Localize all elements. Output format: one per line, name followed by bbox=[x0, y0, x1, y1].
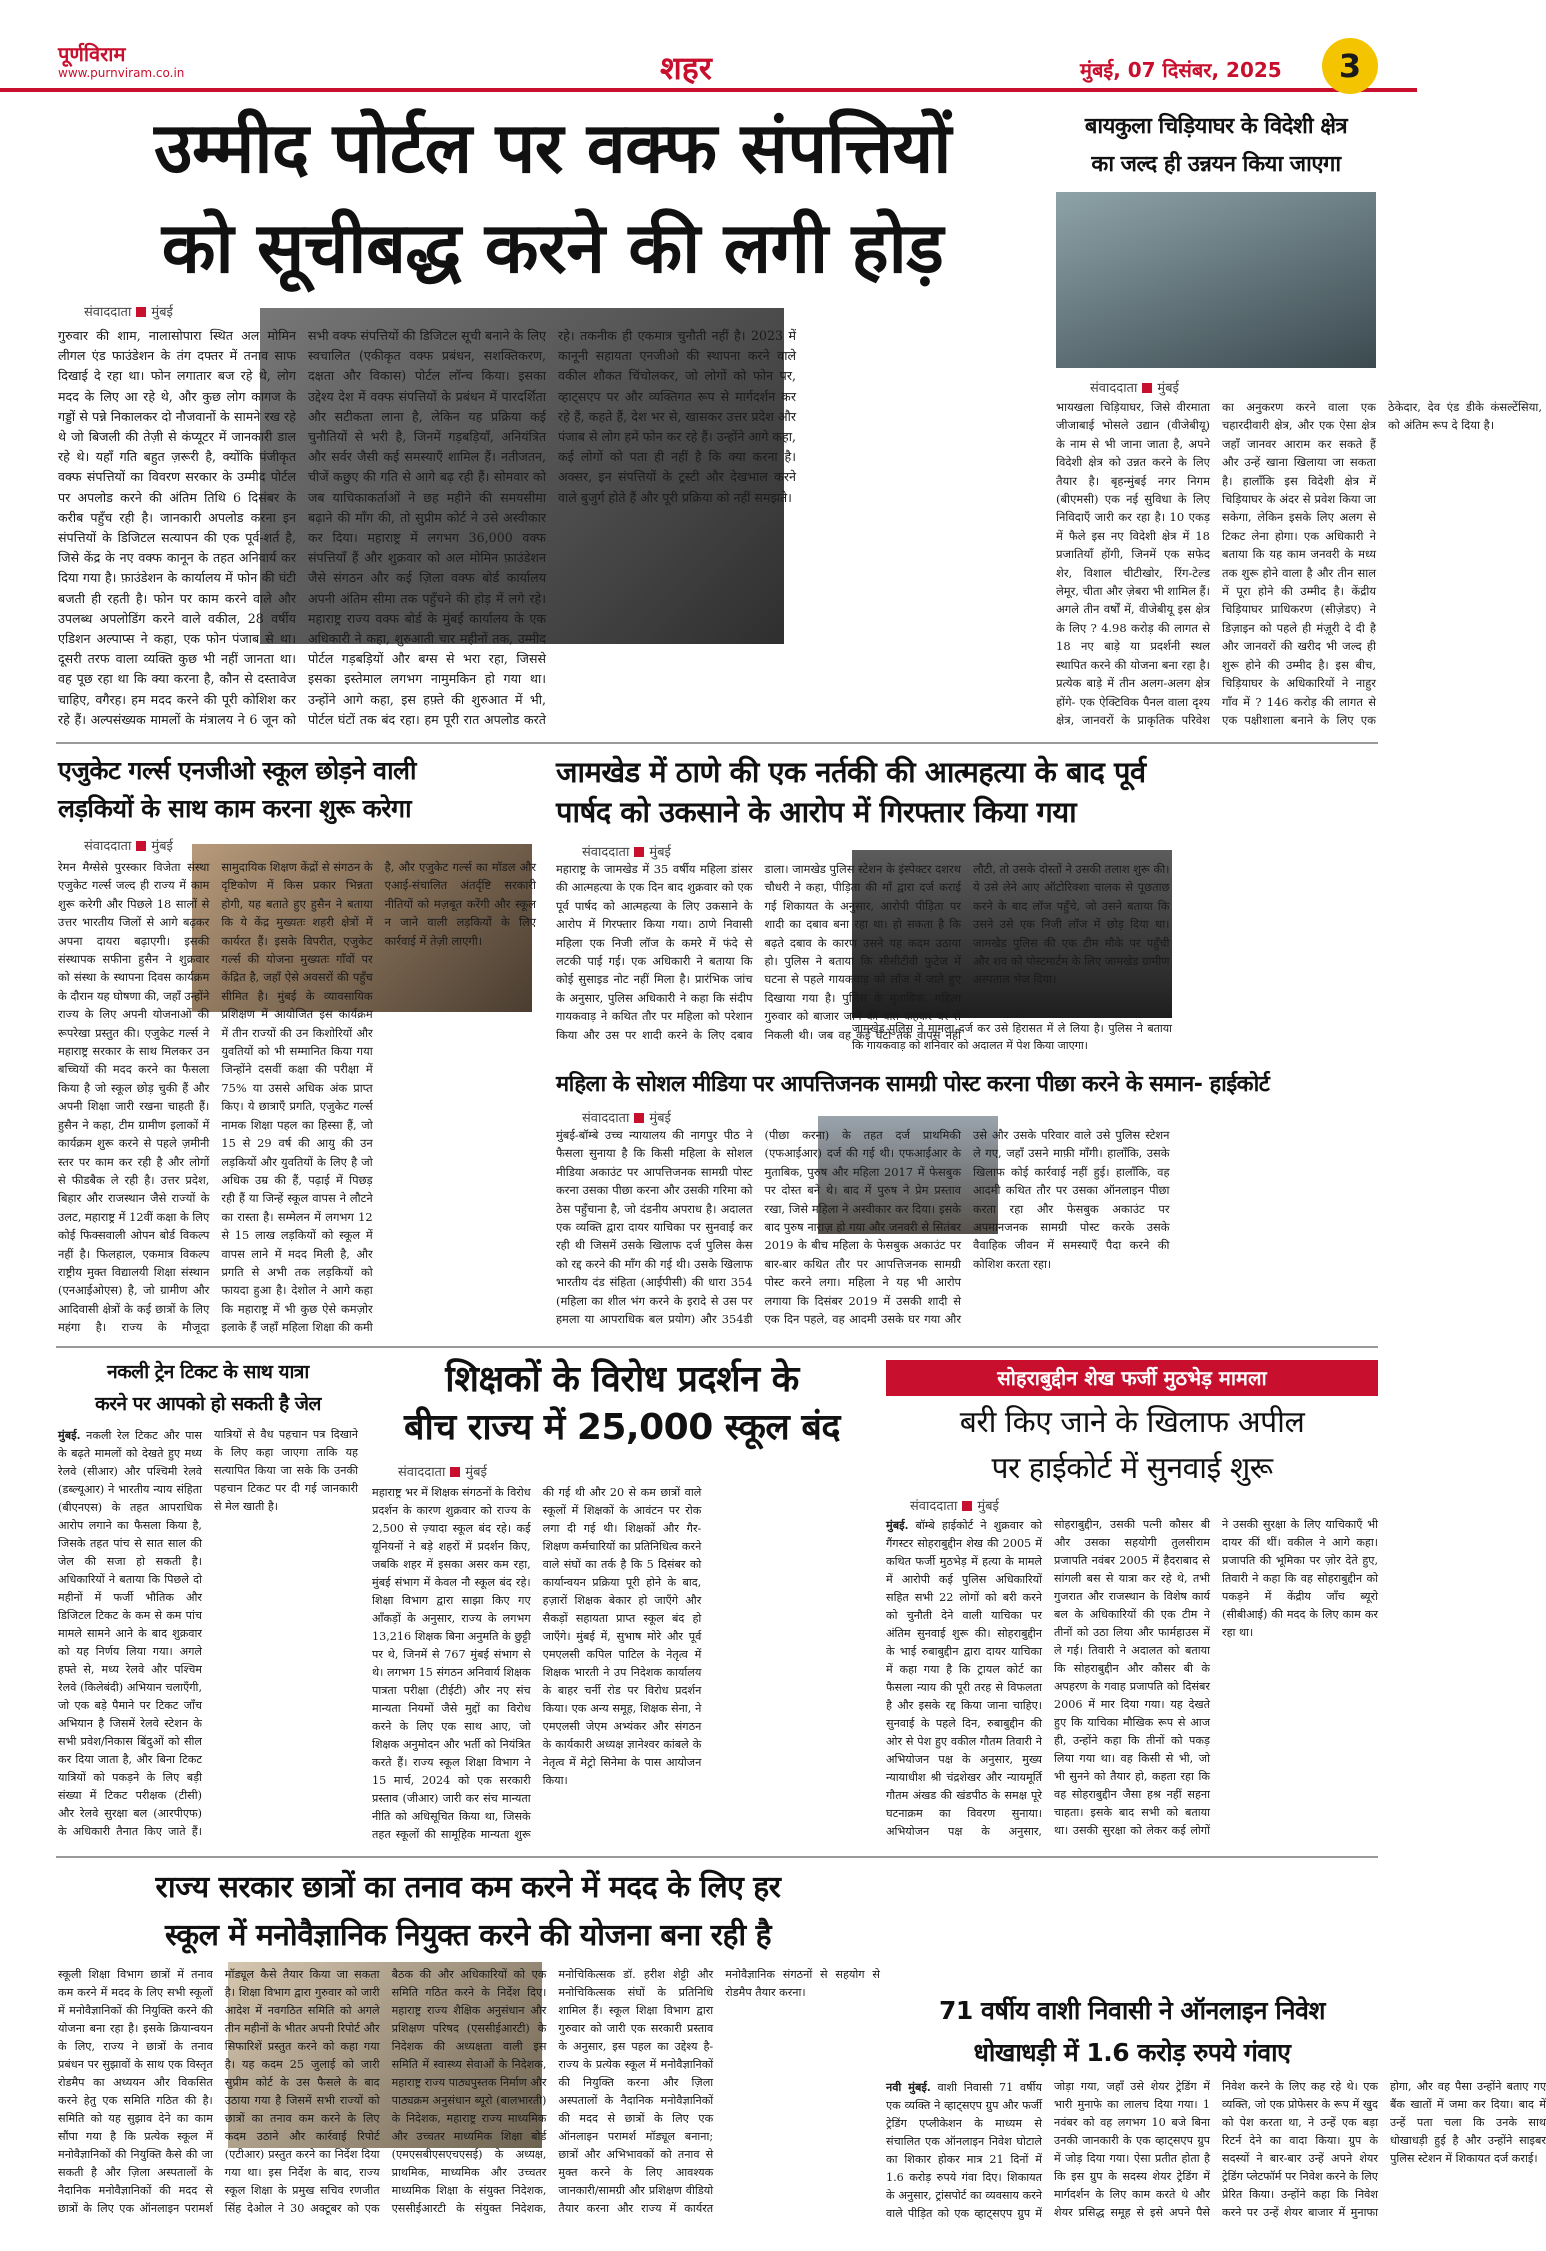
headline-jamkhed bbox=[556, 752, 1378, 832]
divider bbox=[56, 742, 1378, 744]
article-waqf-body: गुरुवार की शाम, नालासोपारा स्थित अल मोमिन लीगल एंड फाउंडेशन के तंग दफ्तर में तनाव साफ दिखाई दे रहा था। फोन लगातार बज रहे थे, लोग मदद के लिए आ रहे थे, और कुछ लोग कागज के गड्डों से पन्ने निकालकर दो नौजवानों के सामने रख रहे थे जो बिजली की तेज़ी से कंप्यूटर में जानकारी डाल रहे थे। यहाँ गति बहुत ज़रूरी है, क्योंकि पंजीकृत वक्फ संपत्तियों का विवरण सरकार के उम्मीद पोर्टल पर अपलोड करने की अंतिम तिथि 6 दिसंबर के करीब पहुँच रही है। जानकारी अपलोड करना इन संपत्तियों के डिजिटल सत्यापन की एक पूर्व-शर्त है, जिसे केंद्र के नए वक्फ कानून के तहत अनिवार्य कर दिया गया है। फ़ाउंडेशन के कार्यालय में फोन की घंटी बजती ही रहती है। फोन पर काम करने वाले और उपलब्ध अपलोडिंग करने वाले वकील, 28 वर्षीय एडिशन अल्पाप्स ने कहा, एक फोन पंजाब से था। दूसरी तरफ वाला व्यक्ति कुछ भी नहीं जानता था। वह पूछ रहा था कि क्या करना है, कौन से दस्तावेज चाहिए, वगैरह। हम मदद करने की पूरी कोशिश कर रहे हैं। अल्पसंख्यक मामलों के मंत्रालय ने 6 जून को सभी वक्फ संपत्तियों की डिजिटल सूची बनाने के लिए स्वचालित (एकीकृत वक्फ प्रबंधन, सशक्तिकरण, दक्षता और विकास) पोर्टल लॉन्च किया। इसका उद्देश्य देश में वक्फ संपत्तियों के प्रबंधन में पारदर्शिता और सटीकता लाना है, लेकिन यह प्रक्रिया कई चुनौतियों से भरी है, जिनमें गड़बड़ियाँ, अनियंत्रित और सर्वर जैसी कई समस्याएँ शामिल हैं। नतीजतन, चीजें कछुए की गति से आगे बढ़ रही हैं। सोमवार को जब याचिकाकर्ताओं ने छह महीने की समयसीमा बढ़ाने की माँग की, तो सुप्रीम कोर्ट ने उसे अस्वीकार कर दिया। महाराष्ट्र में लगभग 36,000 वक्फ संपत्तियाँ हैं और शुक्रवार को अल मोमिन फ़ाउंडेशन जैसे संगठन और कई ज़िला वक्फ बोर्ड कार्यालय अपनी अंतिम सीमा तक पहुँचने की होड़ में लगे रहे। महाराष्ट्र राज्य वक्फ बोर्ड के मुंबई कार्यालय के एक अधिकारी ने कहा, शुरुआती चार महीनों तक, उम्मीद पोर्टल गड़बड़ियों और बग्स से भरा रहा, जिससे इसका इस्तेमाल लगभग नामुमकिन हो गया था। उन्होंने आगे कहा, इस हफ़्ते की शुरुआत में भी, पोर्टल घंटों तक बंद रहा। हम पूरी रात अपलोड करते रहे। तकनीक ही एकमात्र चुनौती नहीं है। 2023 में कानूनी सहायता एनजीओ की स्थापना करने वाले वकील शौकत चिंचोलकर, जो लोगों को फोन पर, व्हाट्सएप पर और व्यक्तिगत रूप से मार्गदर्शन कर रहे हैं, कहते हैं, देश भर से, खासकर उत्तर प्रदेश और पंजाब से लोग हमें फोन कर रहे हैं। उन्होंने आगे कहा, कई लोगों को पता ही नहीं है कि क्या करना है। अक्सर, इन संपत्तियों के ट्रस्टी और देखभाल करने वाले बुजुर्ग होते हैं और पूरी प्रक्रिया को नहीं समझते। bbox=[58, 328, 796, 727]
headline-line: बीच राज्य में 25,000 स्कूल बंद bbox=[403, 1407, 841, 1448]
byline: संवाददाता मुंबई bbox=[84, 305, 173, 320]
headline-line: बरी किए जाने के खिलाफ अपील bbox=[959, 1405, 1305, 1440]
headline-fake-ticket bbox=[58, 1356, 358, 1420]
byline: संवाददाता मुंबई bbox=[1090, 381, 1179, 396]
article-text: बॉम्बे हाईकोर्ट ने शुक्रवार को गैंगस्टर सोहराबुद्दीन शेख की 2005 में कथित फर्जी मुठभेड़ में हत्या के मामले में आरोपी कई पुलिस अधिकारियों सहित सभी 22 लोगों को बरी करने को चुनौती देने वाली याचिका पर अंतिम सुनवाई शुरू की। सोहराबुद्दीन के भाई रुबाबुद्दीन द्वारा दायर याचिका में कहा गया है कि ट्रायल कोर्ट का फैसला न्याय की पूरी तरह से विफलता है और इसके रद्द किया जाना चाहिए। सुनवाई के पहले दिन, रुबाबुद्दीन की ओर से पेश हुए वकील गौतम तिवारी ने अभियोजन पक्ष के अनुसार, मुख्य न्यायाधीश श्री चंद्रशेखर और न्यायमूर्ति गौतम अंखड की खंडपीठ के समक्ष पूरे घटनाक्रम का विवरण सुनाया। अभियोजन पक्ष के अनुसार, सोहराबुद्दीन, उसकी पत्नी कौसर बी और उसका सहयोगी तुलसीराम प्रजापति नवंबर 2005 में हैदराबाद से सांगली बस से यात्रा कर रहे थे, तभी गुजरात और राजस्थान के विशेष कार्य बल के अधिकारियों की एक टीम ने तीनों को उठा लिया और फार्महाउस में ले गई। तिवारी ने अदालत को बताया कि सोहराबुद्दीन और कौसर बी के अपहरण के गवाह प्रजापति को दिसंबर 2006 में मार दिया गया। यह देखते हुए कि याचिका मौखिक रूप से आज ही, उन्होंने कहा कि तीनों को पकड़ लिया गया था। वह किसी से भी, जो भी सुनने को तैयार हो, कहता रहा कि वह सोहराबुद्दीन जैसा हश्र नहीं सहना चाहता। इसके बाद सभी को बताया था। उसकी सुरक्षा को लेकर कई लोगों ने उसकी सुरक्षा के लिए याचिकाएँ भी दायर कीं थीं। वकील ने आगे कहा। प्रजापति की भूमिका पर ज़ोर देते हुए, तिवारी ने कहा कि वह सोहराबुद्दीन को पकड़ने में केंद्रीय जाँच ब्यूरो (सीबीआई) की मदद के लिए काम कर रहा था। bbox=[886, 1518, 1378, 1838]
article-vashi-fraud-body bbox=[886, 2078, 1546, 2234]
headline-psychologists bbox=[58, 1864, 878, 1960]
divider bbox=[56, 1346, 1378, 1348]
article-sohrabuddin-body bbox=[886, 1516, 1378, 1846]
headline-line: एजुकेट गर्ल्स एनजीओ स्कूल छोड़ने वाली bbox=[58, 756, 416, 785]
byline: संवाददाता मुंबई bbox=[84, 839, 173, 854]
photo-zoo-penguins bbox=[1056, 192, 1376, 368]
headline-line: उम्मीद पोर्टल पर वक्फ संपत्तियों bbox=[154, 107, 951, 189]
issue-date: मुंबई, 07 दिसंबर, 2025 bbox=[1080, 58, 1282, 82]
headline-line: करने पर आपको हो सकती है जेल bbox=[95, 1393, 321, 1415]
article-fake-ticket-body bbox=[58, 1426, 358, 1846]
topic-band-sohrabuddin: सोहराबुद्दीन शेख फर्जी मुठभेड़ मामला bbox=[886, 1360, 1378, 1396]
page-number-badge: 3 bbox=[1322, 38, 1378, 94]
headline-line: जामखेड में ठाणे की एक नर्तकी की आत्महत्या के बाद पूर्व bbox=[556, 755, 1146, 789]
dateline: मुंबई. bbox=[886, 1518, 909, 1532]
headline-line: नकली ट्रेन टिकट के साथ यात्रा bbox=[107, 1361, 309, 1383]
article-zoo-body: भायखला चिड़ियाघर, जिसे वीरमाता जीजाबाई भोसले उद्यान (वीजेबीयू) के नाम से भी जाना जाता है, अपने विदेशी क्षेत्र को उन्नत करने के लिए तैयार है। बृहन्मुंबई नगर निगम (बीएमसी) एक नई सुविधा के लिए निविदाएँ जारी कर रहा है। 10 एकड़ में फैले इस नए विदेशी क्षेत्र में 18 प्रजातियाँ होंगी, जिनमें एक सफेद शेर, विशाल चीटीखोर, रिंग-टेल्ड लेमूर, चीता और ज़ेबरा भी शामिल हैं। अगले तीन वर्षों में, वीजेबीयू इस क्षेत्र के लिए ? 4.98 करोड़ की लागत से 18 नए बाड़े या प्रदर्शनी स्थल स्थापित करने की योजना बना रहा है। प्रत्येक बाड़े में तीन अलग-अलग क्षेत्र होंगे- एक ऐक्टिविक पैनल वाला दृश्य क्षेत्र, जानवरों के प्राकृतिक परिवेश का अनुकरण करने वाला एक चहारदीवारी क्षेत्र, और एक ऐसा क्षेत्र जहाँ जानवर आराम कर सकते हैं और उन्हें खाना खिलाया जा सकता है। हालाँकि इस विदेशी क्षेत्र में चिड़ियाघर के अंदर से प्रवेश किया जा सकेगा, लेकिन इसके लिए अलग से टिकट लेना होगा। एक अधिकारी ने बताया कि यह काम जनवरी के मध्य तक शुरू होने वाला है और तीन साल में पूरा होने की उम्मीद है। केंद्रीय चिड़ियाघर प्राधिकरण (सीज़ेडए) ने डिज़ाइन को पहले ही मंज़ूरी दे दी है और जानवरों की खरीद भी जल्द ही शुरू होने की उम्मीद है। इस बीच, चिड़ियाघर के अधिकारियों ने नाहुर गाँव में ? 146 करोड़ की लागत से एक पक्षीशाला बनाने के लिए एक ठेकेदार, देव एंड डीके कंसल्टेंसिया, को अंतिम रूप दे दिया है। bbox=[1056, 400, 1542, 727]
headline-line: का जल्द ही उन्नयन किया जाएगा bbox=[1091, 152, 1341, 177]
headline-line: बायकुला चिड़ियाघर के विदेशी क्षेत्र bbox=[1084, 114, 1348, 139]
article-social-media-body: मुंबई-बॉम्बे उच्च न्यायालय की नागपुर पीठ ने फैसला सुनाया है कि किसी महिला के सोशल मीडिया अकाउंट पर आपत्तिजनक सामग्री पोस्ट करना उसका पीछा करना और उसकी गरिमा को ठेस पहुँचाना है, जो दंडनीय अपराध है। अदालत एक व्यक्ति द्वारा दायर याचिका पर सुनवाई कर रही थी जिसमें उसके खिलाफ दर्ज पुलिस केस को रद्द करने की माँग की गई थी। उसके खिलाफ भारतीय दंड संहिता (आईपीसी) की धारा 354 (महिला का शील भंग करने के इरादे से उस पर हमला या आपराधिक बल प्रयोग) और 354डी (पीछा करना) के तहत दर्ज प्राथमिकी (एफआईआर) दर्ज की गई थी। एफआईआर के मुताबिक, पुरुष और महिला 2017 में फेसबुक पर दोस्त बने थे। बाद में पुरुष ने प्रेम प्रस्ताव रखा, जिसे महिला ने अस्वीकार कर दिया। इसके बाद पुरुष नाराज़ हो गया और जनवरी से सितंबर 2019 के बीच महिला के फेसबुक अकाउंट पर बार-बार कथित तौर पर आपत्तिजनक सामग्री पोस्ट करने लगा। महिला ने यह भी आरोप लगाया कि दिसंबर 2019 में उसकी शादी से एक दिन पहले, वह आदमी उसके घर गया और उसे और उसके परिवार वाले उसे पुलिस स्टेशन ले गए, जहाँ उसने माफ़ी माँगी। हालाँकि, उसके खिलाफ कोई कार्रवाई नहीं हुई। हालाँकि, वह आदमी कथित तौर पर उसका ऑनलाइन पीछा करता रहा और फेसबुक अकाउंट पर अपमानजनक सामग्री पोस्ट करके उसके वैवाहिक जीवन में समस्याएँ पैदा करने की कोशिश करता रहा। bbox=[556, 1128, 1170, 1327]
article-teachers-protest-body: महाराष्ट्र भर में शिक्षक संगठनों के विरोध प्रदर्शन के कारण शुक्रवार को राज्य के 2,500 से ज़्यादा स्कूल बंद रहे। कई यूनियनों ने बड़े शहरों में प्रदर्शन किए, जबकि शहर में इसका असर कम रहा, मुंबई संभाग में केवल नौ स्कूल बंद रहे। शिक्षा विभाग द्वारा साझा किए गए आँकड़ों के अनुसार, राज्य के लगभग 13,216 शिक्षक बिना अनुमति के छुट्टी पर थे, जिनमें से 767 मुंबई संभाग से थे। लगभग 15 संगठन अनिवार्य शिक्षक पात्रता परीक्षा (टीईटी) और नए संच मान्यता नियमों जैसे मुद्दों का विरोध करने के लिए एक साथ आए, जो शिक्षक अनुमोदन और भर्ती को नियंत्रित करते हैं। राज्य स्कूल शिक्षा विभाग ने 15 मार्च, 2024 को एक सरकारी प्रस्ताव (जीआर) जारी कर संच मान्यता नीति को अधिसूचित किया था, जिसके तहत स्कूलों की सामूहिक मान्यता शुरू की गई थी और 20 से कम छात्रों वाले स्कूलों में शिक्षकों के आवंटन पर रोक लगा दी गई थी। शिक्षकों और गैर-शिक्षण कर्मचारियों का प्रतिनिधित्व करने वाले संघों का तर्क है कि 5 दिसंबर को कार्यान्वयन प्रक्रिया पूरी होने के बाद, हज़ारों शिक्षक बेकार हो जाएँगे और सैकड़ों सहायता प्राप्त स्कूल बंद हो जाएँगे। मुंबई में, सुभाष मोरे और पूर्व एमएलसी कपिल पाटिल के नेतृत्व में शिक्षक भारती ने उप निदेशक कार्यालय के बाहर चर्नी रोड पर विरोध प्रदर्शन किया। एक अन्य समूह, शिक्षक सेना, ने एमएलसी जेएम अभ्यंकर और संगठन के कार्यकारी अध्यक्ष ज्ञानेश्वर कांबले के नेतृत्व में मेट्रो सिनेमा के पास आयोजन किया। bbox=[372, 1486, 702, 1841]
divider bbox=[56, 1856, 1378, 1858]
headline-line: धोखाधड़ी में 1.6 करोड़ रुपये गंवाए bbox=[973, 2038, 1291, 2067]
headline-teachers-protest bbox=[372, 1356, 872, 1452]
photo-caption-jamkhed: जामखेड पुलिस ने मामला दर्ज कर उसे हिरासत में ले लिया है। पुलिस ने बताया कि गायकवाड़ को शनिवार को अदालत में पेश किया जाएगा। bbox=[852, 1022, 1172, 1052]
article-jamkhed-body: महाराष्ट्र के जामखेड में 35 वर्षीय महिला डांसर की आत्महत्या के एक दिन बाद शुक्रवार को एक पूर्व पार्षद को आत्महत्या के लिए उकसाने के आरोप में गिरफ्तार किया गया। ठाणे निवासी महिला एक निजी लॉज के कमरे में फंदे से लटकी पाई गई। एक अधिकारी ने बताया कि कोई सुसाइड नोट नहीं मिला है। प्रारंभिक जांच के अनुसार, पुलिस अधिकारी ने कहा कि संदीप गायकवाड़ ने कथित तौर पर महिला को परेशान किया और उस पर शादी करने के लिए दबाव डाला। जामखेड पुलिस स्टेशन के इंस्पेक्टर दशरथ चौधरी ने कहा, पीड़िता की माँ द्वारा दर्ज कराई गई शिकायत के अनुसार, आरोपी पीड़िता पर शादी का दबाव बना रहा था। हो सकता है कि बढ़ते दबाव के कारण उसने यह कदम उठाया हो। पुलिस ने बताया कि सीसीटीवी फुटेज में घटना से पहले गायकवाड़ को लॉज में जाते हुए दिखाया गया है। पुलिस के मुताबिक, महिला गुरुवार को बाजार जाने की बात कहकर घर से निकली थी। जब वह कई घंटों तक वापस नहीं लौटी, तो उसके दोस्तों ने उसकी तलाश शुरू की। ये उसे लेने आए ऑटोरिक्शा चालक से पूछताछ करने के बाद लॉज पहुँचे, जो उसने बताया कि उसने उसे एक निजी लॉज में छोड़ दिया था। जामखेड पुलिस की एक टीम मौके पर पहुँची और शव को पोस्टमार्टम के लिए जामखेड ग्रामीण अस्पताल भेज दिया। bbox=[556, 862, 1170, 1042]
headline-line: स्कूल में मनोवैज्ञानिक नियुक्त करने की योजना बना रही है bbox=[164, 1918, 772, 1953]
headline-line: को सूचीबद्ध करने की लगी होड़ bbox=[161, 207, 944, 289]
headline-vashi-fraud bbox=[886, 1990, 1378, 2074]
headline-line: शिक्षकों के विरोध प्रदर्शन के bbox=[445, 1359, 799, 1400]
headline-educate-girls bbox=[58, 752, 538, 828]
section-title: शहर bbox=[660, 49, 712, 87]
article-text: नकली रेल टिकट और पास के बढ़ते मामलों को देखते हुए मध्य रेलवे (सीआर) और पश्चिमी रेलवे (डब्ल्यूआर) ने भारतीय न्याय संहिता (बीएनएस) के तहत आपराधिक आरोप लगाने का फैसला किया है, जिसके तहत पांच से सात साल की जेल की सजा हो सकती है। अधिकारियों ने बताया कि पिछले दो महीनों में फर्जी भौतिक और डिजिटल टिकट के कम से कम पांच मामले सामने आने के बाद शुक्रवार को यह निर्णय लिया गया। अगले हफ्ते से, मध्य रेलवे और पश्चिम रेलवे (किलेबंदी) अभियान चलाएँगी, जो एक बड़े पैमाने पर टिकट जाँच अभियान है जिसमें रेलवे स्टेशन के सभी प्रवेश/निकास बिंदुओं को सील कर दिया जाता है, और बिना टिकट यात्रियों को पकड़ने के लिए बड़ी संख्या में टिकट परीक्षक (टीसी) और रेलवे सुरक्षा बल (आरपीएफ) के अधिकारी तैनात किए जाते हैं। यात्रियों से वैध पहचान पत्र दिखाने के लिए कहा जाएगा ताकि यह सत्यापित किया जा सके कि उनकी पहचान टिकट पर दी गई जानकारी से मेल खाती है। bbox=[58, 1428, 358, 1838]
headline-sohrabuddin bbox=[886, 1400, 1378, 1492]
article-educate-girls-body: रेमन मैग्सेसे पुरस्कार विजेता संस्था एजुकेट गर्ल्स जल्द ही राज्य में काम शुरू करेगी और पिछले 18 सालों से उत्तर भारतीय जिलों से आगे बढ़कर अपना दायरा बढ़ाएगी। इसकी संस्थापक सफीना हुसैन ने शुक्रवार को संस्था के स्थापना दिवस कार्यक्रम के दौरान यह घोषणा की, जहाँ उन्होंने राज्य के लिए अपनी योजनाओं की रूपरेखा प्रस्तुत की। एजुकेट गर्ल्स ने महाराष्ट्र सरकार के साथ मिलकर उन बच्चियों की मदद करने का फैसला किया है जो स्कूल छोड़ चुकी हैं और अपनी शिक्षा जारी रखना चाहती हैं। हुसैन ने कहा, टीम ग्रामीण इलाकों में कार्यक्रम शुरू करने से पहले ज़मीनी स्तर पर काम कर रही है और लोगों से फीडबैक ले रही है। उत्तर प्रदेश, बिहार और राजस्थान जैसे राज्यों के उलट, महाराष्ट्र में 12वीं कक्षा के लिए कोई फिक्सवाली ओपन बोर्ड विकल्प नहीं है। फिलहाल, एकमात्र विकल्प राष्ट्रीय मुक्त विद्यालयी शिक्षा संस्थान (एनआईओएस) है, जो ग्रामीण और आदिवासी क्षेत्रों के कई छात्रों के लिए महंगा है। राज्य के मौजूदा सामुदायिक शिक्षण केंद्रों से संगठन के दृष्टिकोण में किस प्रकार भिन्नता होगी, यह बताते हुए हुसैन ने बताया कि ये केंद्र मुख्यतः शहरी क्षेत्रों में कार्यरत हैं। इसके विपरीत, एजुकेट गर्ल्स की योजना मुख्यतः गाँवों पर केंद्रित है, जहाँ ऐसे अवसरों की पहुँच सीमित है। मुंबई के व्यावसायिक प्रशिक्षण में आयोजित इस कार्यक्रम में तीन राज्यों की उन किशोरियों और युवतियों को भी सम्मानित किया गया जिन्होंने दसवीं कक्षा की परीक्षा में 75% या उससे अधिक अंक प्राप्त किए। ये छात्राएँ प्रगति, एजुकेट गर्ल्स नामक शिक्षा पहल का हिस्सा हैं, जो 15 से 29 वर्ष की आयु की उन लड़कियों और युवतियों के लिए है जो अधिक उम्र की हैं, पढ़ाई में पिछड़ रही हैं या जिन्हें स्कूल वापस ने लौटने का रास्ता है। सम्मेलन में लगभग 12 से 15 लाख लड़कियों को स्कूल में वापस लाने में मदद मिली है, और प्रगति से अभी तक लड़कियों को फायदा हुआ है। देशोल ने आगे कहा कि महाराष्ट्र में भी कुछ ऐसे कमज़ोर इलाके हैं जहाँ महिला शिक्षा की कमी है, और एजुकेट गर्ल्स का मॉडल और एआई-संचालित अंतर्दृष्टि सरकारी नीतियों को मज़बूत करेंगी और स्कूल न जाने वाली लड़कियों के लिए कार्रवाई में तेज़ी लाएगी। bbox=[58, 860, 536, 1335]
dateline: नवी मुंबई. bbox=[886, 2080, 931, 2094]
headline-line: पर हाईकोर्ट में सुनवाई शुरू bbox=[991, 1451, 1273, 1486]
byline: संवाददाता मुंबई bbox=[582, 1111, 671, 1126]
byline: संवाददाता मुंबई bbox=[910, 1499, 999, 1514]
headline-line: 71 वर्षीय वाशी निवासी ने ऑनलाइन निवेश bbox=[939, 1996, 1325, 2025]
headline-line: पार्षद को उकसाने के आरोप में गिरफ्तार किया गया bbox=[556, 795, 1077, 829]
headline-waqf bbox=[60, 98, 1045, 298]
headline-zoo bbox=[1056, 108, 1376, 184]
newspaper-url[interactable]: www.purnviram.co.in bbox=[58, 66, 185, 80]
headline-social-media: महिला के सोशल मीडिया पर आपत्तिजनक सामग्री पोस्ट करना पीछा करने के समान- हाईकोर्ट bbox=[556, 1072, 1270, 1097]
byline: संवाददाता मुंबई bbox=[582, 845, 671, 860]
headline-line: राज्य सरकार छात्रों का तनाव कम करने में मदद के लिए हर bbox=[155, 1870, 781, 1905]
article-text: वाशी निवासी 71 वर्षीय एक व्यक्ति ने व्हाट्सएप ग्रुप और फर्जी ट्रेडिंग एप्लीकेशन के माध्यम से संचालित एक ऑनलाइन निवेश घोटाले का शिकार होकर मात्र 21 दिनों में 1.6 करोड़ रुपये गंवा दिए। शिकायत के अनुसार, ट्रांसपोर्ट का व्यवसाय करने वाले पीड़ित को एक व्हाट्सएप ग्रुप में जोड़ा गया, जहाँ उसे शेयर ट्रेडिंग में भारी मुनाफे का लालच दिया गया। 1 नवंबर को वह लगभग 10 बजे बिना उनकी जानकारी के एक व्हाट्सएप ग्रुप में जोड़ दिया गया। ऐसा प्रतीत होता है कि इस ग्रुप के सदस्य शेयर ट्रेडिंग में मार्गदर्शन के लिए काम करते थे और शेयर प्रसिद्ध समूह से इसे अपने पैसे निवेश करने के लिए कह रहे थे। एक व्यक्ति, जो एक प्रोफेसर के रूप में खुद को पेश करता था, ने उन्हें एक बड़ा रिटर्न देने का वादा किया। ग्रुप के सदस्यों ने बार-बार उन्हें अपने शेयर ट्रेडिंग प्लेटफॉर्म पर निवेश करने के लिए प्रेरित किया। उन्होंने कहा कि निवेश करने पर उन्हें शेयर बाजार में मुनाफा होगा, और वह पैसा उन्होंने बताए गए बैंक खातों में जमा कर दिया। बाद में उन्हें पता चला कि उनके साथ धोखाधड़ी हुई है और उन्होंने साइबर पुलिस स्टेशन में शिकायत दर्ज कराई। bbox=[886, 2080, 1546, 2220]
dateline: मुंबई. bbox=[58, 1428, 81, 1442]
article-psychologists-body: स्कूली शिक्षा विभाग छात्रों में तनाव कम करने में मदद के लिए सभी स्कूलों में मनोवैज्ञानिकों की नियुक्ति करने की योजना बना रहा है। इसके क्रियान्वयन के लिए, राज्य ने छात्रों के तनाव प्रबंधन पर सुझावों के साथ एक विस्तृत रोडमैप का अध्ययन और विकसित करने हेतु एक समिति गठित की है। समिति को यह सुझाव देने का काम सौंपा गया है कि प्रत्येक स्कूल में मनोवैज्ञानिकों की नियुक्ति कैसे की जा सकती है और ज़िला अस्पतालों के नैदानिक मनोवैज्ञानिकों की मदद से छात्रों के लिए एक ऑनलाइन परामर्श मॉड्यूल कैसे तैयार किया जा सकता है। शिक्षा विभाग द्वारा गुरुवार को जारी आदेश में नवगठित समिति को अगले तीन महीनों के भीतर अपनी रिपोर्ट और सिफारिशें प्रस्तुत करने को कहा गया है। यह कदम 25 जुलाई को जारी सुप्रीम कोर्ट के उस फैसले के बाद उठाया गया है जिसमें सभी राज्यों को छात्रों का तनाव कम करने के लिए कदम उठाने और कार्रवाई रिपोर्ट (एटीआर) प्रस्तुत करने का निर्देश दिया गया था। इस निर्देश के बाद, राज्य स्कूल शिक्षा के प्रमुख सचिव रणजीत सिंह देओल ने 30 अक्टूबर को एक बैठक की और अधिकारियों को एक समिति गठित करने के निर्देश दिए। महाराष्ट्र राज्य शैक्षिक अनुसंधान और प्रशिक्षण परिषद (एससीईआरटी) के निदेशक की अध्यक्षता वाली इस समिति में स्वास्थ्य सेवाओं के निदेशक, महाराष्ट्र राज्य पाठ्यपुस्तक निर्माण और पाठ्यक्रम अनुसंधान ब्यूरो (बालभारती) के निदेशक, महाराष्ट्र राज्य माध्यमिक और उच्चतर माध्यमिक शिक्षा बोर्ड (एमएसबीएसएचएसई) के अध्यक्ष, प्राथमिक, माध्यमिक और उच्चतर माध्यमिक शिक्षा के संयुक्त निदेशक, एससीईआरटी के संयुक्त निदेशक, मनोचिकित्सक डॉ. हरीश शेट्टी और मनोचिकित्सक संघों के प्रतिनिधि शामिल हैं। स्कूल शिक्षा विभाग द्वारा गुरुवार को जारी एक सरकारी प्रस्ताव के अनुसार, इस पहल का उद्देश्य है- राज्य के प्रत्येक स्कूल में मनोवैज्ञानिकों की नियुक्ति करना और ज़िला अस्पतालों के नैदानिक मनोवैज्ञानिकों की मदद से छात्रों के लिए एक ऑनलाइन परामर्श मॉड्यूल बनाना; छात्रों और अभिभावकों को तनाव से मुक्त करने के लिए आवश्यक जानकारी/सामग्री और प्रशिक्षण वीडियो तैयार करना और राज्य में कार्यरत मनोवैज्ञानिक संगठनों से सहयोग से रोडमैप तैयार करना। bbox=[58, 1968, 880, 2215]
newspaper-brand: पूर्णविराम bbox=[58, 42, 126, 66]
headline-line: लड़कियों के साथ काम करना शुरू करेगा bbox=[58, 794, 412, 823]
byline: संवाददाता मुंबई bbox=[398, 1465, 487, 1480]
